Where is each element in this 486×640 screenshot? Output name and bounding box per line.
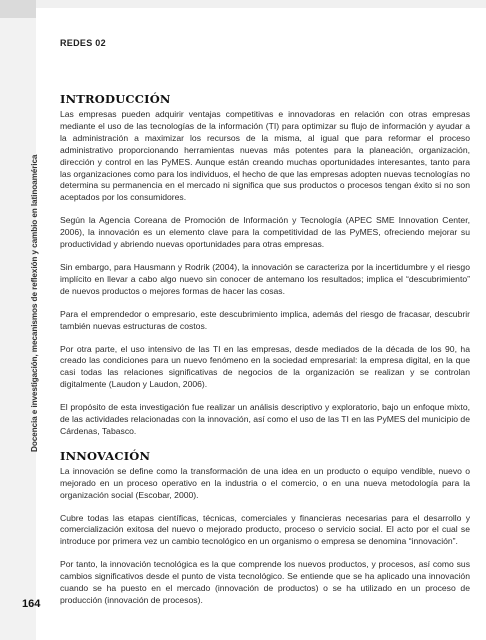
- paragraph: Según la Agencia Coreana de Promoción de Información y Tecnología (APEC SME Innovation Center, 2006), la innovación es un elemento clave para la competitividad de las PyMES, ofreciendo mejorar su productividad y abriendo nuevas oportunidades para otras empresas.: [60, 215, 470, 250]
- side-label: Docencia e investigación, mecanismos de reflexión y cambio en latinoamérica: [30, 154, 39, 452]
- main-content: [60, 92, 470, 618]
- running-head: REDES 02: [60, 38, 106, 48]
- corner-tab: [0, 0, 36, 18]
- section-heading-innovacion: INNOVACIÓN: [60, 448, 151, 463]
- paragraph: Por otra parte, el uso intensivo de las TI en las empresas, desde mediados de la década de los 90, ha creado las condiciones para un nuevo fenómeno en la sociedad empresarial: la empresa digital, en la que casi todas las relaciones significativas de negocios de la organización se realizan y se controlan digitalmente (Laudon y Laudon, 2006).: [60, 343, 470, 390]
- paragraph: Sin embargo, para Hausmann y Rodrik (2004), la innovación se caracteriza por la incertidumbre y el riesgo implícito en llevar a cabo algo nuevo sin conocer de antemano los resultados; implica el “descubrimiento” de nuevos productos o mejores formas de hacer las cosas.: [60, 261, 470, 296]
- paragraph: El propósito de esta investigación fue realizar un análisis descriptivo y exploratorio, bajo un enfoque mixto, de las actividades relacionadas con la innovación, así como el uso de las TI en las PyMES del municipio de Cárdenas, Tabasco.: [60, 402, 470, 436]
- paragraph: Cubre todas las etapas científicas, técnicas, comerciales y financieras necesarias para el desarrollo y comercialización exitosa del nuevo o mejorado producto, proceso o servicio social. El acto por el cual se introduce por primera vez un cambio tecnológico en un organismo o empresa se denomina “innovación”.: [60, 512, 470, 547]
- paragraph: Para el emprendedor o empresario, este descubrimiento implica, además del riesgo de fracasar, descubrir también nuevas estructuras de costos.: [60, 308, 470, 331]
- paragraph: Las empresas pueden adquirir ventajas competitivas e innovadoras en relación con otras empresas mediante el uso de las tecnologías de la información (TI) para optimizar su flujo de información y ayudar a la administración a maximizar los recursos de la misma, al igual que para reformar el proceso administrativo proporcionando herramientas nuevas más potentes para la planeación, organización, dirección y control en las PyMES. Aunque están creando muchas oportunidades interesantes, tanto para las organizaciones como para los individuos, el hecho de que las empresas adopten nuevas tecnologías no determina su permanencia en el mercado ni significa que sus productos o procesos tengan éxito si no son aceptados por los consumidores.: [60, 109, 470, 203]
- page-number: 164: [22, 598, 41, 610]
- section-heading-introduccion: INTRODUCCIÓN: [60, 92, 171, 106]
- top-band: [0, 0, 486, 8]
- paragraph: Por tanto, la innovación tecnológica es la que comprende los nuevos productos, y procesos, así como sus cambios significativos desde el punto de vista tecnológico. Se entiende que se ha aplicado una innovación cuando se ha puesto en el mercado (innovación de productos) o se ha utilizado en un proceso de producción (innovación de procesos).: [60, 559, 470, 605]
- paragraph: La innovación se define como la transformación de una idea en un producto o equipo vendible, nuevo o mejorado en un proceso operativo en la industria o el comercio, o en una nueva metodología para la organización social (Escobar, 2000).: [60, 465, 470, 500]
